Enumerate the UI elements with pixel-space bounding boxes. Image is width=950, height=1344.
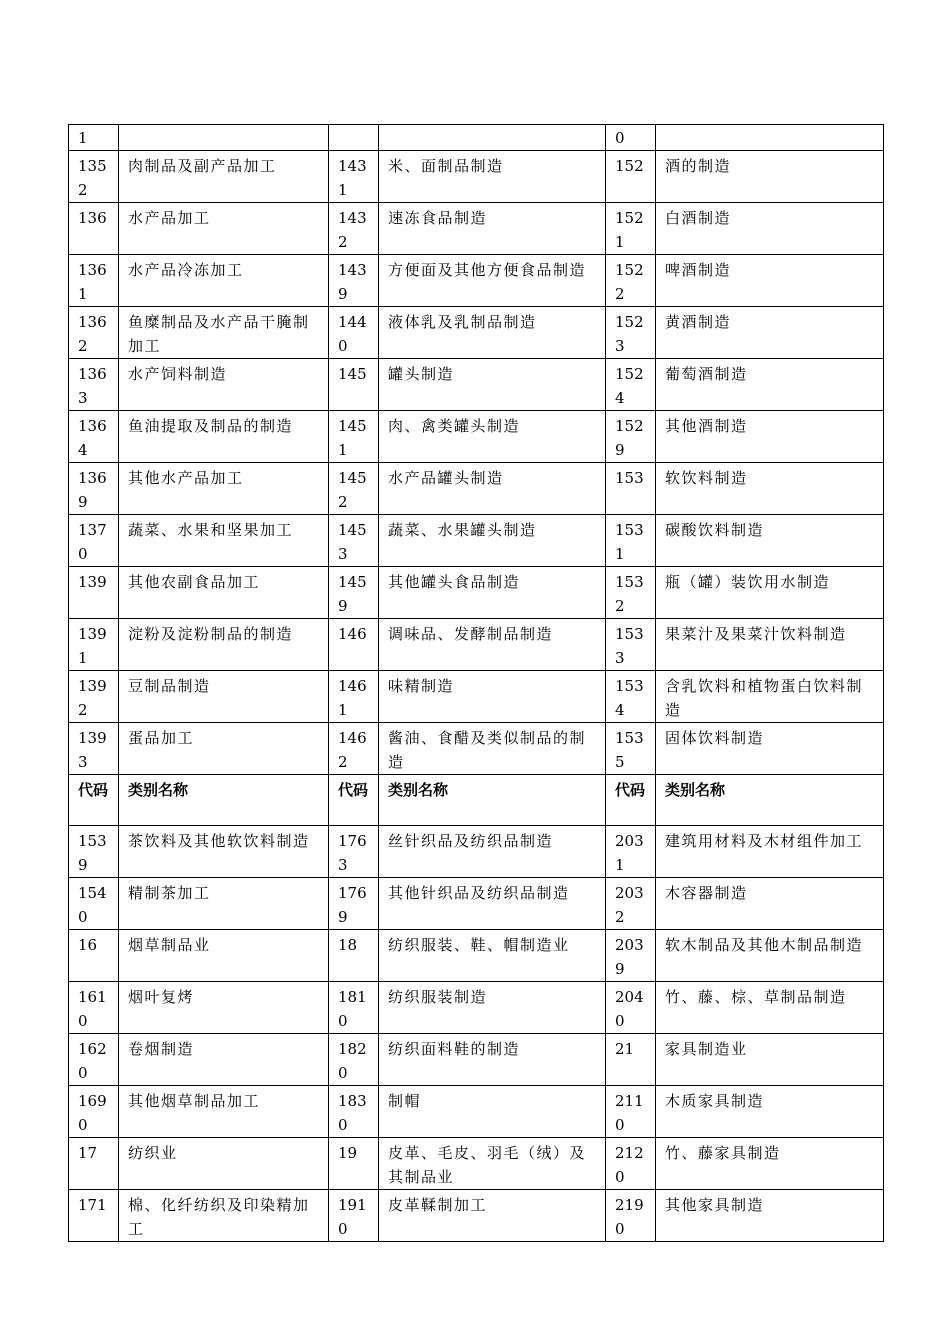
table-row	[69, 1086, 884, 1138]
code-cell: 1820	[329, 1034, 379, 1086]
code-cell: 1370	[69, 515, 119, 567]
category-name-cell: 其他农副食品加工	[119, 567, 329, 619]
code-cell: 1361	[69, 255, 119, 307]
code-cell: 1690	[69, 1086, 119, 1138]
category-name-cell: 棉、化纤纺织及印染精加工	[119, 1190, 329, 1242]
code-cell: 1830	[329, 1086, 379, 1138]
category-name-cell: 水产品加工	[119, 203, 329, 255]
code-cell: 146	[329, 619, 379, 671]
category-name-cell: 调味品、发酵制品制造	[379, 619, 606, 671]
code-cell: 代码	[329, 775, 379, 826]
table-row	[69, 359, 884, 411]
code-cell: 1522	[606, 255, 656, 307]
category-name-cell: 黄酒制造	[656, 307, 884, 359]
code-cell: 18	[329, 930, 379, 982]
code-cell: 1432	[329, 203, 379, 255]
category-name-cell: 鱼糜制品及水产品干腌制加工	[119, 307, 329, 359]
category-name-cell: 碳酸饮料制造	[656, 515, 884, 567]
category-name-cell: 家具制造业	[656, 1034, 884, 1086]
category-name-cell: 其他家具制造	[656, 1190, 884, 1242]
code-cell: 1	[69, 125, 119, 151]
category-name-cell: 软木制品及其他木制品制造	[656, 930, 884, 982]
code-cell: 1392	[69, 671, 119, 723]
category-name-cell: 木容器制造	[656, 878, 884, 930]
table-row	[69, 619, 884, 671]
code-cell: 1451	[329, 411, 379, 463]
code-cell: 1531	[606, 515, 656, 567]
code-cell: 2031	[606, 826, 656, 878]
category-name-cell: 蛋品加工	[119, 723, 329, 775]
category-name-cell: 软饮料制造	[656, 463, 884, 515]
category-name-cell: 水产饲料制造	[119, 359, 329, 411]
table-row	[69, 826, 884, 878]
category-name-cell: 木质家具制造	[656, 1086, 884, 1138]
category-name-cell	[656, 125, 884, 151]
code-cell: 1535	[606, 723, 656, 775]
category-name-cell: 竹、藤家具制造	[656, 1138, 884, 1190]
table-row	[69, 125, 884, 151]
code-cell: 1539	[69, 826, 119, 878]
code-cell: 145	[329, 359, 379, 411]
code-cell: 1369	[69, 463, 119, 515]
category-name-cell: 纺织服装制造	[379, 982, 606, 1034]
category-name-cell: 纺织面料鞋的制造	[379, 1034, 606, 1086]
code-cell: 152	[606, 151, 656, 203]
code-cell: 171	[69, 1190, 119, 1242]
code-cell: 2032	[606, 878, 656, 930]
code-cell: 1363	[69, 359, 119, 411]
table-row	[69, 411, 884, 463]
code-cell: 1529	[606, 411, 656, 463]
table-row	[69, 203, 884, 255]
category-name-cell: 肉制品及副产品加工	[119, 151, 329, 203]
category-name-cell: 鱼油提取及制品的制造	[119, 411, 329, 463]
code-cell: 1440	[329, 307, 379, 359]
category-name-cell	[119, 125, 329, 151]
category-name-cell: 啤酒制造	[656, 255, 884, 307]
code-cell: 1769	[329, 878, 379, 930]
industry-code-table	[68, 124, 884, 1242]
table-row	[69, 255, 884, 307]
code-cell: 1610	[69, 982, 119, 1034]
table-row	[69, 1190, 884, 1242]
code-cell: 1362	[69, 307, 119, 359]
code-cell: 19	[329, 1138, 379, 1190]
code-cell: 1393	[69, 723, 119, 775]
code-cell: 1364	[69, 411, 119, 463]
table-row	[69, 982, 884, 1034]
code-cell: 136	[69, 203, 119, 255]
category-name-cell: 味精制造	[379, 671, 606, 723]
category-name-cell: 含乳饮料和植物蛋白饮料制造	[656, 671, 884, 723]
category-name-cell: 皮革鞣制加工	[379, 1190, 606, 1242]
category-name-cell	[379, 125, 606, 151]
category-name-cell: 其他水产品加工	[119, 463, 329, 515]
category-name-cell: 茶饮料及其他软饮料制造	[119, 826, 329, 878]
category-name-cell: 类别名称	[379, 775, 606, 826]
category-name-cell: 速冻食品制造	[379, 203, 606, 255]
table-row	[69, 307, 884, 359]
code-cell: 153	[606, 463, 656, 515]
category-name-cell: 方便面及其他方便食品制造	[379, 255, 606, 307]
code-cell: 2040	[606, 982, 656, 1034]
code-cell: 21	[606, 1034, 656, 1086]
category-name-cell: 水产品罐头制造	[379, 463, 606, 515]
category-name-cell: 其他罐头食品制造	[379, 567, 606, 619]
category-name-cell: 蔬菜、水果和坚果加工	[119, 515, 329, 567]
category-name-cell: 酒的制造	[656, 151, 884, 203]
table-row	[69, 151, 884, 203]
category-name-cell: 其他针织品及纺织品制造	[379, 878, 606, 930]
category-name-cell: 水产品冷冻加工	[119, 255, 329, 307]
code-cell: 1462	[329, 723, 379, 775]
code-cell: 1439	[329, 255, 379, 307]
category-name-cell: 豆制品制造	[119, 671, 329, 723]
category-name-cell: 液体乳及乳制品制造	[379, 307, 606, 359]
category-name-cell: 建筑用材料及木材组件加工	[656, 826, 884, 878]
table-row	[69, 567, 884, 619]
code-cell: 2120	[606, 1138, 656, 1190]
code-cell: 1533	[606, 619, 656, 671]
category-name-cell: 米、面制品制造	[379, 151, 606, 203]
category-name-cell: 白酒制造	[656, 203, 884, 255]
code-cell: 16	[69, 930, 119, 982]
category-name-cell: 葡萄酒制造	[656, 359, 884, 411]
code-cell: 0	[606, 125, 656, 151]
table-row	[69, 930, 884, 982]
table-row	[69, 878, 884, 930]
category-name-cell: 固体饮料制造	[656, 723, 884, 775]
table-row	[69, 671, 884, 723]
category-name-cell: 制帽	[379, 1086, 606, 1138]
category-name-cell: 竹、藤、棕、草制品制造	[656, 982, 884, 1034]
code-cell: 1431	[329, 151, 379, 203]
table-row	[69, 463, 884, 515]
category-name-cell: 烟叶复烤	[119, 982, 329, 1034]
code-cell: 2190	[606, 1190, 656, 1242]
code-cell: 17	[69, 1138, 119, 1190]
category-name-cell: 其他烟草制品加工	[119, 1086, 329, 1138]
code-cell	[329, 125, 379, 151]
code-cell: 1523	[606, 307, 656, 359]
code-cell: 139	[69, 567, 119, 619]
category-name-cell: 酱油、食醋及类似制品的制造	[379, 723, 606, 775]
code-cell: 1453	[329, 515, 379, 567]
code-cell: 代码	[606, 775, 656, 826]
category-name-cell: 类别名称	[119, 775, 329, 826]
table-row	[69, 1138, 884, 1190]
table-row	[69, 723, 884, 775]
category-name-cell: 瓶（罐）装饮用水制造	[656, 567, 884, 619]
code-cell: 代码	[69, 775, 119, 826]
code-cell: 1352	[69, 151, 119, 203]
code-cell: 1459	[329, 567, 379, 619]
category-name-cell: 肉、禽类罐头制造	[379, 411, 606, 463]
code-cell: 1532	[606, 567, 656, 619]
code-cell: 1391	[69, 619, 119, 671]
code-cell: 1452	[329, 463, 379, 515]
category-name-cell: 纺织业	[119, 1138, 329, 1190]
code-cell: 2039	[606, 930, 656, 982]
category-name-cell: 卷烟制造	[119, 1034, 329, 1086]
table-body	[69, 125, 884, 1242]
code-cell: 1521	[606, 203, 656, 255]
code-cell: 1461	[329, 671, 379, 723]
category-name-cell: 罐头制造	[379, 359, 606, 411]
table-row	[69, 515, 884, 567]
category-name-cell: 丝针织品及纺织品制造	[379, 826, 606, 878]
category-name-cell: 其他酒制造	[656, 411, 884, 463]
code-cell: 1524	[606, 359, 656, 411]
table-row	[69, 1034, 884, 1086]
category-name-cell: 蔬菜、水果罐头制造	[379, 515, 606, 567]
category-name-cell: 皮革、毛皮、羽毛（绒）及其制品业	[379, 1138, 606, 1190]
code-cell: 1810	[329, 982, 379, 1034]
code-cell: 1620	[69, 1034, 119, 1086]
category-name-cell: 果菜汁及果菜汁饮料制造	[656, 619, 884, 671]
category-name-cell: 精制茶加工	[119, 878, 329, 930]
code-cell: 1534	[606, 671, 656, 723]
table-row	[69, 775, 884, 826]
code-cell: 1763	[329, 826, 379, 878]
category-name-cell: 类别名称	[656, 775, 884, 826]
category-name-cell: 烟草制品业	[119, 930, 329, 982]
category-name-cell: 纺织服装、鞋、帽制造业	[379, 930, 606, 982]
code-cell: 2110	[606, 1086, 656, 1138]
code-cell: 1540	[69, 878, 119, 930]
code-cell: 1910	[329, 1190, 379, 1242]
category-name-cell: 淀粉及淀粉制品的制造	[119, 619, 329, 671]
